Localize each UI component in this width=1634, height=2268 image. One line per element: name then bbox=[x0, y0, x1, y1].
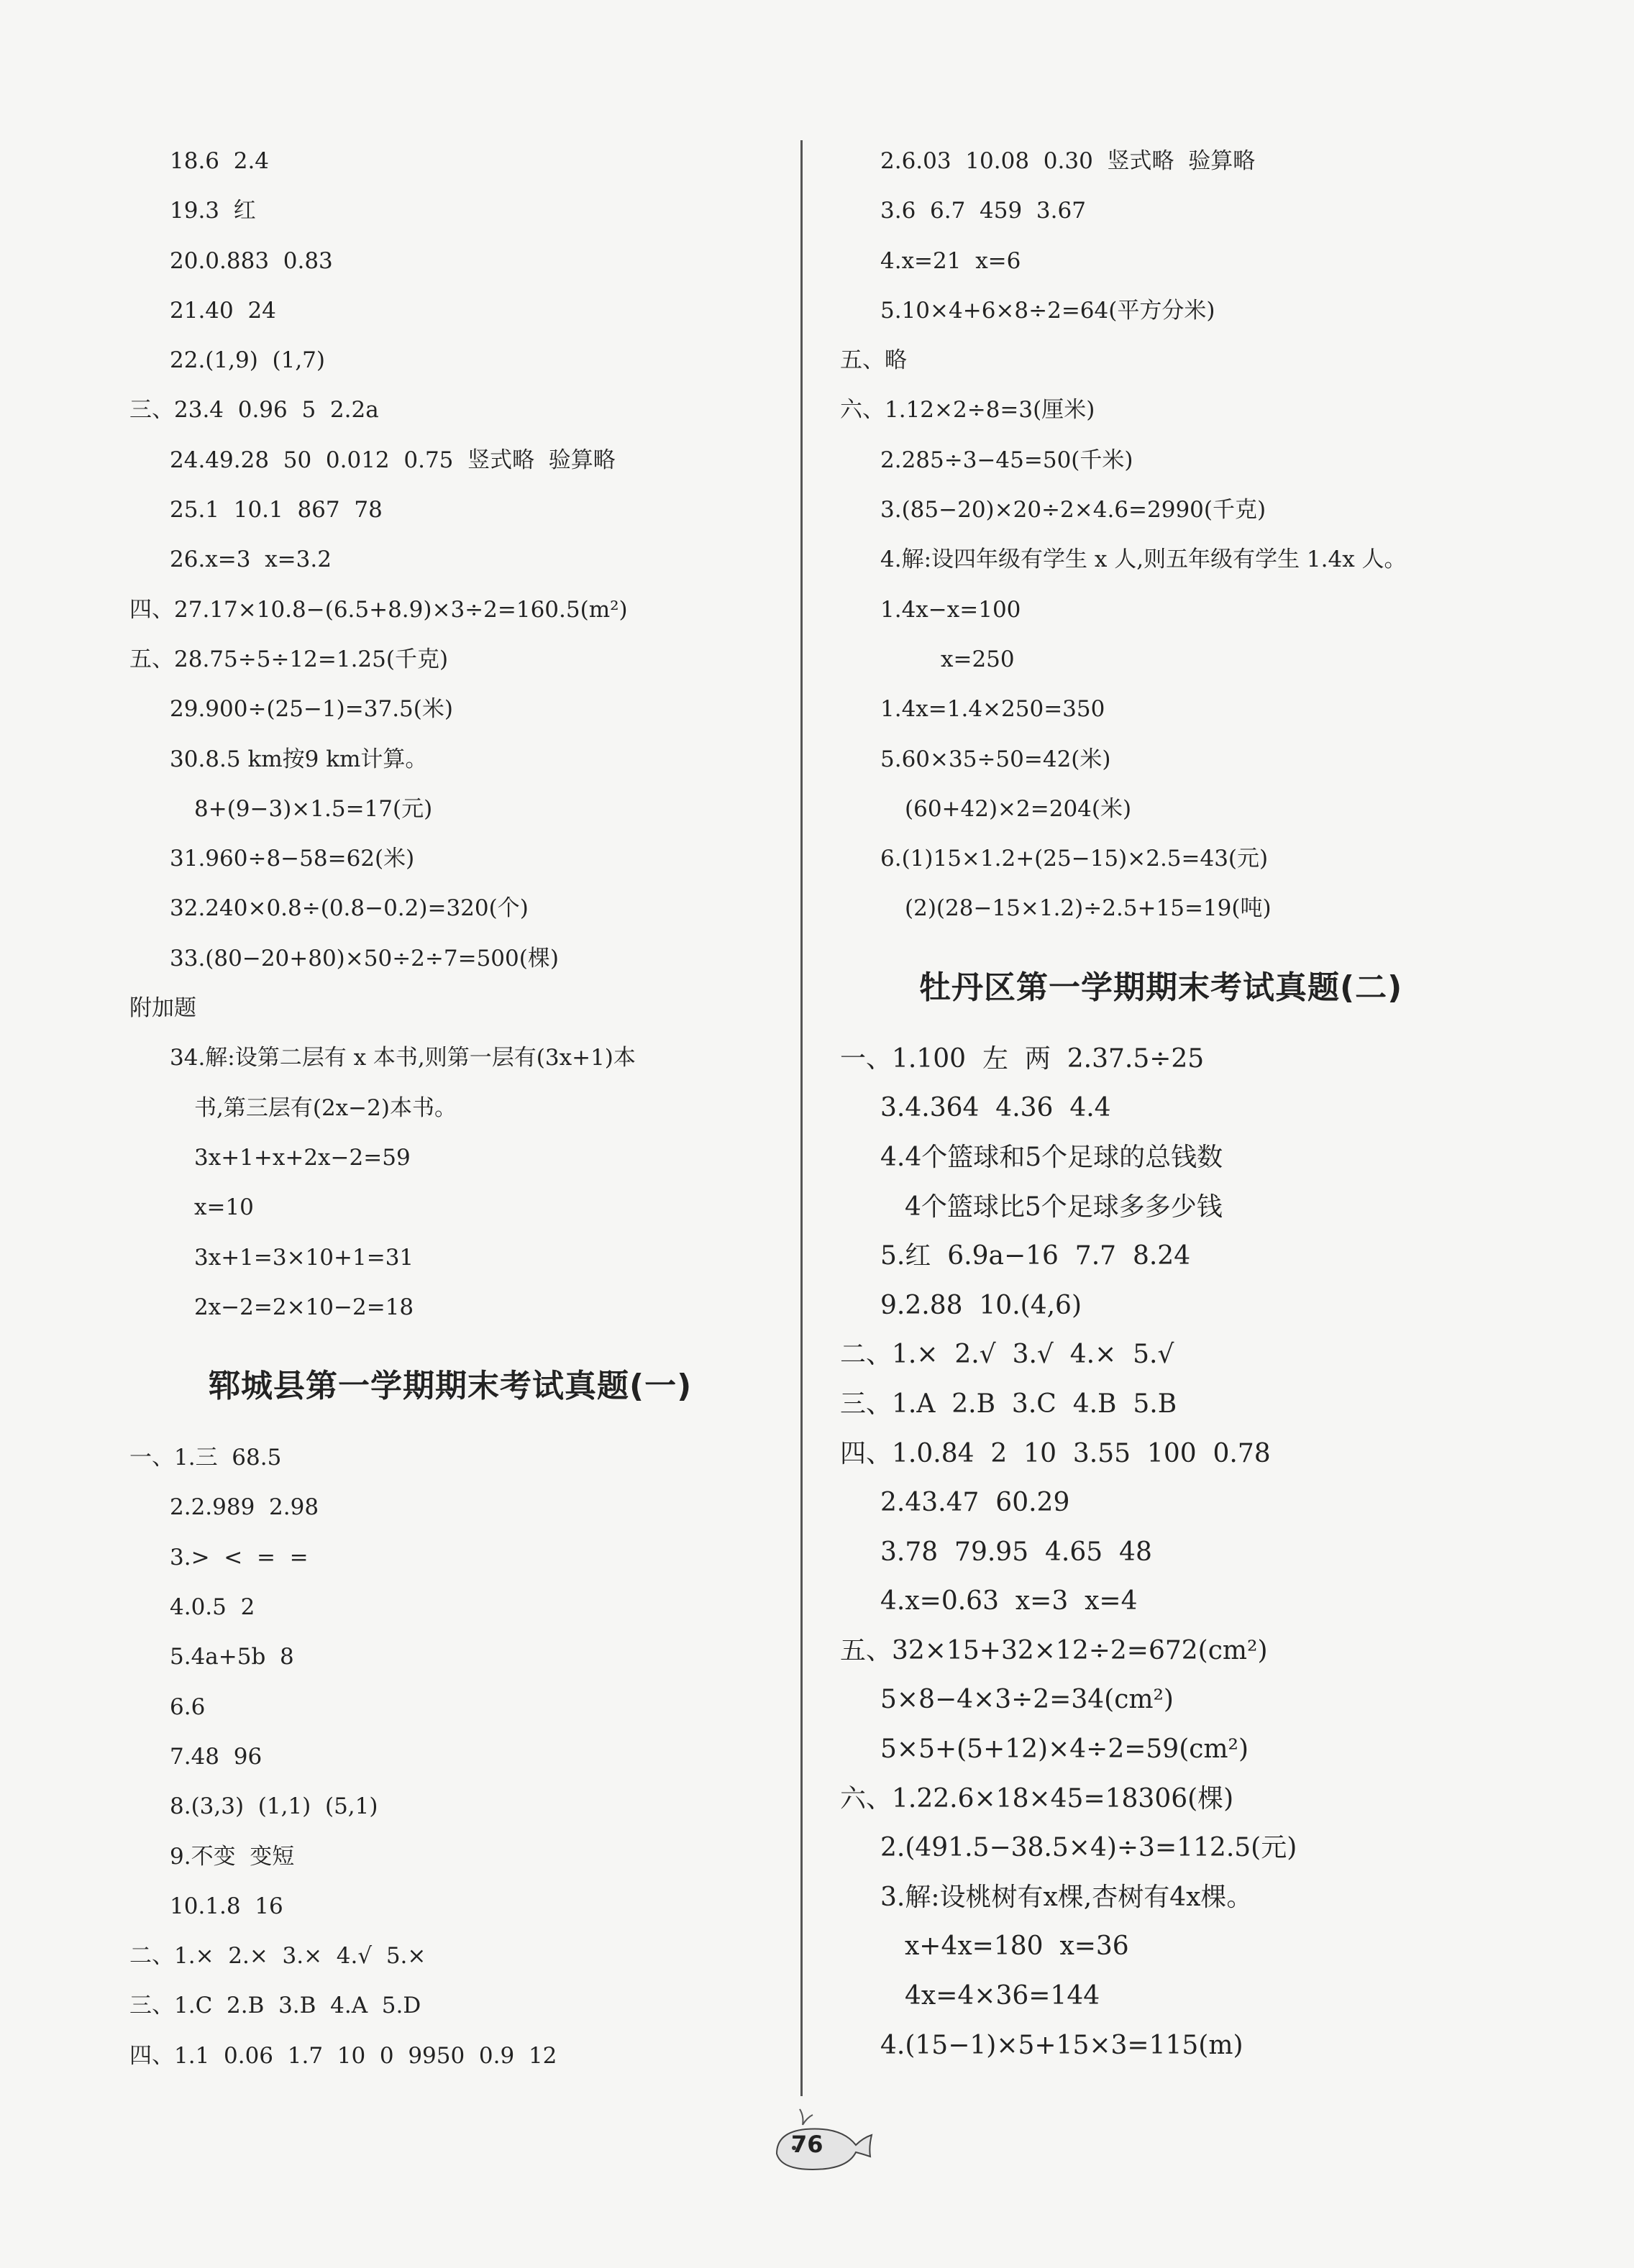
answer-line: 四、1.1 0.06 1.7 10 0 9950 0.9 12 bbox=[129, 2042, 557, 2069]
left-answers-part1 bbox=[129, 137, 777, 1332]
right-answers-part1 bbox=[840, 137, 1530, 934]
answer-line: 5.60×35÷50=42(米) bbox=[880, 746, 1111, 772]
answer-line: 1.4x−x=100 bbox=[880, 596, 1021, 623]
answer-line: 4.x=0.63 x=3 x=4 bbox=[880, 1586, 1138, 1617]
answer-line: 5.10×4+6×8÷2=64(平方分米) bbox=[880, 297, 1215, 324]
answer-line: 五、32×15+32×12÷2=672(cm²) bbox=[840, 1635, 1268, 1665]
answer-line: 3.(85−20)×20÷2×4.6=2990(千克) bbox=[880, 497, 1266, 523]
answer-line: 3.4.364 4.36 4.4 bbox=[880, 1093, 1111, 1123]
answer-line: 2.43.47 60.29 bbox=[880, 1488, 1070, 1518]
answer-line: 三、1.A 2.B 3.C 4.B 5.B bbox=[840, 1389, 1177, 1419]
answer-line: 5×8−4×3÷2=34(cm²) bbox=[880, 1685, 1174, 1715]
answer-line: 6.6 bbox=[170, 1693, 206, 1720]
answer-line: 1.4x=1.4×250=350 bbox=[880, 696, 1105, 723]
answer-line: 5.4a+5b 8 bbox=[170, 1644, 294, 1670]
answer-line: x=250 bbox=[941, 646, 1015, 672]
answer-line: 3.> < = = bbox=[170, 1544, 309, 1570]
answer-line: 9.不变 变短 bbox=[170, 1843, 295, 1870]
answer-line: 8.(3,3) (1,1) (5,1) bbox=[170, 1793, 378, 1820]
answer-line: 二、1.× 2.√ 3.√ 4.× 5.√ bbox=[840, 1340, 1174, 1370]
left-column bbox=[129, 137, 777, 2081]
right-answers-part2 bbox=[840, 1035, 1530, 2070]
answer-line: 5×5+(5+12)×4÷2=59(cm²) bbox=[880, 1734, 1249, 1765]
answer-line: 2.2.989 2.98 bbox=[170, 1494, 319, 1521]
answer-line: 2.285÷3−45=50(千米) bbox=[880, 447, 1133, 473]
answer-line: 19.3 红 bbox=[170, 198, 256, 224]
left-answers-part2 bbox=[129, 1433, 777, 2081]
answer-line: 3.6 6.7 459 3.67 bbox=[880, 198, 1086, 224]
answer-line: 3x+1=3×10+1=31 bbox=[194, 1244, 414, 1271]
answer-line: 四、27.17×10.8−(6.5+8.9)×3÷2=160.5(m²) bbox=[129, 596, 628, 623]
answer-line: 六、1.22.6×18×45=18306(棵) bbox=[840, 1783, 1234, 1814]
answer-line: (2)(28−15×1.2)÷2.5+15=19(吨) bbox=[905, 895, 1272, 922]
answer-line: 六、1.12×2÷8=3(厘米) bbox=[840, 397, 1095, 424]
answer-line: 三、1.C 2.B 3.B 4.A 5.D bbox=[129, 1993, 421, 2019]
answer-line: (60+42)×2=204(米) bbox=[905, 795, 1132, 822]
answer-line: 22.(1,9) (1,7) bbox=[170, 347, 325, 374]
answer-line: 8+(9−3)×1.5=17(元) bbox=[194, 795, 433, 822]
answer-line: 29.900÷(25−1)=37.5(米) bbox=[170, 696, 453, 723]
answer-line: 31.960÷8−58=62(米) bbox=[170, 846, 415, 872]
answer-line: 2.6.03 10.08 0.30 竖式略 验算略 bbox=[880, 148, 1256, 174]
right-column bbox=[840, 137, 1530, 2070]
answer-line: 二、1.× 2.× 3.× 4.√ 5.× bbox=[129, 1943, 426, 1970]
answer-line: 32.240×0.8÷(0.8−0.2)=320(个) bbox=[170, 895, 529, 922]
answer-line: 五、略 bbox=[840, 347, 907, 374]
answer-line: 33.(80−20+80)×50÷2÷7=500(棵) bbox=[170, 945, 559, 971]
column-divider bbox=[800, 140, 803, 2096]
section-title-mudan: 牡丹区第一学期期末考试真题(二) bbox=[919, 969, 1403, 1006]
answer-line: 5.红 6.9a−16 7.7 8.24 bbox=[880, 1241, 1191, 1271]
answer-line: 2x−2=2×10−2=18 bbox=[194, 1294, 414, 1320]
answer-line: 3x+1+x+2x−2=59 bbox=[194, 1144, 411, 1171]
answer-line: 24.49.28 50 0.012 0.75 竖式略 验算略 bbox=[170, 447, 616, 473]
answer-line: 9.2.88 10.(4,6) bbox=[880, 1290, 1082, 1320]
answer-line: 四、1.0.84 2 10 3.55 100 0.78 bbox=[840, 1438, 1271, 1468]
answer-line: 26.x=3 x=3.2 bbox=[170, 547, 332, 573]
answer-line: 附加题 bbox=[129, 995, 196, 1022]
answer-line: 4个篮球比5个足球多多少钱 bbox=[905, 1192, 1223, 1222]
answer-line: 4x=4×36=144 bbox=[905, 1981, 1100, 2011]
answer-line: 20.0.883 0.83 bbox=[170, 247, 333, 274]
answer-line: 2.(491.5−38.5×4)÷3=112.5(元) bbox=[880, 1833, 1297, 1863]
answer-line: 五、28.75÷5÷12=1.25(千克) bbox=[129, 646, 449, 672]
answer-line: 25.1 10.1 867 78 bbox=[170, 497, 383, 523]
answer-line: x+4x=180 x=36 bbox=[905, 1931, 1129, 1962]
answer-line: 一、1.100 左 两 2.37.5÷25 bbox=[840, 1043, 1205, 1074]
answer-line: x=10 bbox=[194, 1194, 254, 1221]
answer-line: 4.4个篮球和5个足球的总钱数 bbox=[880, 1142, 1223, 1172]
answer-line: 34.解:设第二层有 x 本书,则第一层有(3x+1)本 bbox=[170, 1045, 636, 1071]
answer-line: 一、1.三 68.5 bbox=[129, 1445, 282, 1471]
answer-line: 4.0.5 2 bbox=[170, 1594, 255, 1621]
answer-line: 4.(15−1)×5+15×3=115(m) bbox=[880, 2030, 1243, 2060]
answer-line: 三、23.4 0.96 5 2.2a bbox=[129, 397, 379, 424]
answer-line: 10.1.8 16 bbox=[170, 1893, 283, 1919]
page-number-badge bbox=[762, 2103, 877, 2182]
answer-line: 7.48 96 bbox=[170, 1743, 263, 1770]
answer-line: 3.解:设桃树有x棵,杏树有4x棵。 bbox=[880, 1882, 1253, 1912]
section-title-yuncheng: 郓城县第一学期期末考试真题(一) bbox=[209, 1368, 693, 1405]
answer-line: 4.x=21 x=6 bbox=[880, 247, 1021, 274]
answer-line: 3.78 79.95 4.65 48 bbox=[880, 1537, 1152, 1567]
answer-line: 6.(1)15×1.2+(25−15)×2.5=43(元) bbox=[880, 846, 1269, 872]
answer-line: 21.40 24 bbox=[170, 297, 276, 324]
answer-line: 4.解:设四年级有学生 x 人,则五年级有学生 1.4x 人。 bbox=[880, 547, 1407, 573]
answer-line: 30.8.5 km按9 km计算。 bbox=[170, 746, 428, 772]
page-number: 76 bbox=[791, 2131, 823, 2158]
answer-line: 书,第三层有(2x−2)本书。 bbox=[194, 1094, 457, 1121]
answer-line: 18.6 2.4 bbox=[170, 148, 270, 174]
